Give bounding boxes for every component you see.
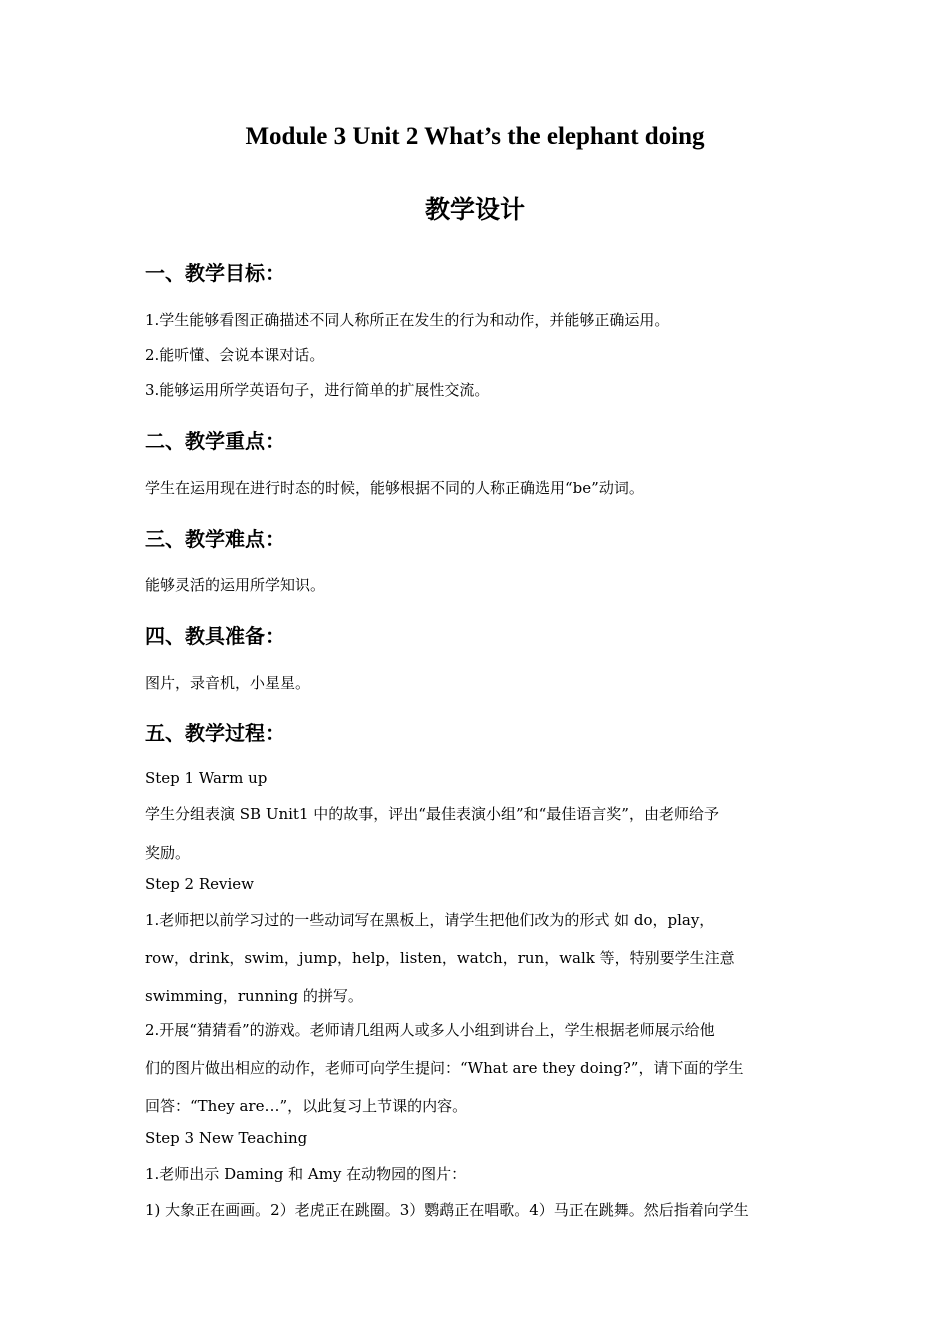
key-point-line: 学生在运用现在进行时态的时候，能够根据不同的人称正确选用“be”动词。	[145, 479, 644, 497]
process-line: 1.老师把以前学习过的一些动词写在黑板上，请学生把他们改为的形式 如 do，play，	[145, 911, 715, 929]
process-step-2-heading: Step 2 Review	[145, 875, 255, 893]
process-line: 2.开展“猜猜看”的游戏。老师请几组两人或多人小组到讲台上，学生根据老师展示给他	[145, 1021, 715, 1039]
objective-line-3: 3.能够运用所学英语句子，进行简单的扩展性交流。	[145, 381, 490, 399]
objective-line-2: 2.能听懂、会说本课对话。	[145, 346, 325, 364]
section-heading-materials: 四、教具准备：	[145, 624, 285, 648]
materials-line: 图片，录音机，小星星。	[145, 674, 311, 692]
process-line: swimming，running 的拼写。	[145, 987, 363, 1005]
document-title: Module 3 Unit 2 What’s the elephant doing	[245, 123, 705, 150]
section-heading-process: 五、教学过程：	[145, 721, 285, 745]
process-line: 回答：“They are…”，以此复习上节课的内容。	[145, 1097, 468, 1115]
section-heading-objectives: 一、教学目标：	[145, 261, 285, 285]
process-line: 奖励。	[145, 844, 191, 862]
process-step-3-heading: Step 3 New Teaching	[145, 1129, 308, 1147]
section-heading-key-points: 二、教学重点：	[145, 429, 285, 453]
process-line: 1.老师出示 Daming 和 Amy 在动物园的图片：	[145, 1165, 467, 1183]
process-line: 学生分组表演 SB Unit1 中的故事，评出“最佳表演小组”和“最佳语言奖”，由老师给予	[145, 805, 719, 823]
objective-line-1: 1.学生能够看图正确描述不同人称所正在发生的行为和动作，并能够正确运用。	[145, 311, 670, 329]
process-line: row，drink，swim，jump，help，listen，watch，run，walk 等，特别要学生注意	[145, 949, 735, 967]
section-heading-difficulties: 三、教学难点：	[145, 527, 285, 551]
process-line: 1) 大象正在画画。2）老虎正在跳圈。3）鹦鹉正在唱歌。4）马正在跳舞。然后指着向学生	[145, 1201, 749, 1219]
process-line: 们的图片做出相应的动作，老师可向学生提问：“What are they doing?”，请下面的学生	[145, 1059, 744, 1077]
difficulty-line: 能够灵活的运用所学知识。	[145, 576, 326, 594]
document-subtitle: 教学设计	[424, 195, 525, 224]
process-step-1-heading: Step 1 Warm up	[145, 769, 268, 787]
